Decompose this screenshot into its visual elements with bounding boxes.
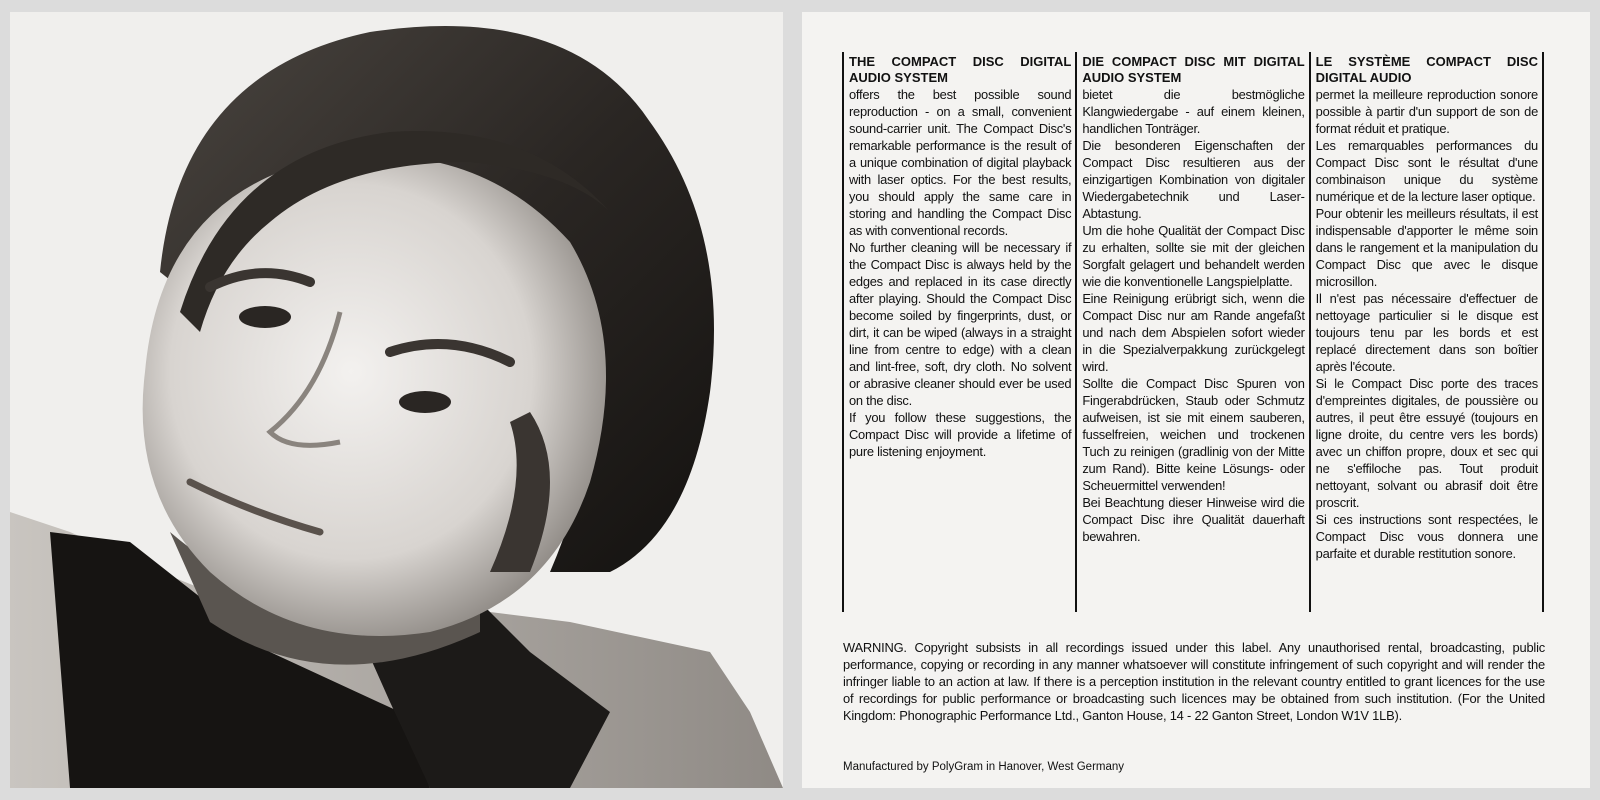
manufacturer-credit: Manufactured by PolyGram in Hanover, West Germany [843,761,1125,773]
paragraph: bietet die bestmögliche Klangwiedergabe - auf einem kleinen, handlichen Tonträger. [1082,87,1305,136]
cover-photo-panel [10,12,783,788]
column-english [842,52,1075,612]
paragraph: If you follow these suggestions, the Compact Disc will provide a lifetime of pure listening enjoyment. [849,410,1072,459]
language-columns [842,52,1544,612]
paragraph: Um die hohe Qualität der Compact Disc zu erhalten, sollte sie mit der gleichen Sorgfalt gelagert und behandelt werden wie die konventionelle Langspielplatte. [1082,223,1305,289]
paragraph: Les remarquables performances du Compact Disc sont le résultat d'une combinaison unique du système numérique et de la lecture laser optique. [1315,138,1538,204]
paragraph: Pour obtenir les meilleurs résultats, il est indispensable d'apporter le même soin dans le rangement et la manipulation du Compact Disc que avec le disque microsillon. [1315,206,1538,289]
copyright-warning: WARNING. Copyright subsists in all recordings issued under this label. Any unauthorised rental, broadcasting, public performance, copying or recording in any manner whatsoever will constitute infringement of such copyright and will render the infringer liable to an action at law. If there is a perception institution in the relevant country entitled to grant licences for the use of recordings for public performance or broadcasting such licences may be obtained from such institution. (For the United Kingdom: Phonographic Performance Ltd., Ganton House, 14 - 22 Ganton Street, London W1V 1LB). [843,640,1545,723]
paragraph: Sollte die Compact Disc Spuren von Fingerabdrücken, Staub oder Schmutz aufweisen, ist sie mit einem sauberen, fusselfreien, weichen und trockenen Tuch zu reinigen (gradlinig von der Mitte zum Rand). Bitte keine Lösungs- oder Scheuermittel verwenden! [1082,376,1305,493]
liner-notes-panel [802,12,1590,788]
portrait-photo [10,12,783,788]
column-german [1075,52,1308,612]
paragraph: Die besonderen Eigenschaften der Compact Disc resultieren aus der einzigartigen Kombination von digitaler Wiedergabetechnik und Laser-Abtastung. [1082,138,1305,221]
paragraph: No further cleaning will be necessary if the Compact Disc is always held by the edges and replaced in its case directly after playing. Should the Compact Disc become soiled by fingerprints, dust, or dirt, it can be wiped (always in a straight line from centre to edge) with a clean and lint-free, soft, dry cloth. No solvent or abrasive cleaner should ever be used on the disc. [849,240,1072,408]
column-title: LE SYSTÈME COMPACT DISC DIGITAL AUDIO [1315,54,1538,85]
paragraph: Il n'est pas nécessaire d'effectuer de nettoyage particulier si le disque est toujours tenu par les bords et est replacé directement dans son boîtier après l'écoute. [1315,291,1538,374]
paragraph: Si le Compact Disc porte des traces d'empreintes digitales, de poussière ou autres, il peut être essuyé (toujours en ligne droite, du centre vers les bords) avec un chiffon propre, doux et sec qui ne s'effiloche pas. Tout produit nettoyant, solvant ou abrasif doit être proscrit. [1315,376,1538,510]
column-title: DIE COMPACT DISC MIT DIGITAL AUDIO SYSTEM [1082,54,1305,85]
paragraph: permet la meilleure reproduction sonore possible à partir d'un support de son de format réduit et pratique. [1315,87,1538,136]
paragraph: Si ces instructions sont respectées, le Compact Disc vous donnera une parfaite et durable restitution sonore. [1315,512,1538,561]
paragraph: Bei Beachtung dieser Hinweise wird die Compact Disc ihre Qualität dauerhaft bewahren. [1082,495,1305,544]
paragraph: Eine Reinigung erübrigt sich, wenn die Compact Disc nur am Rande angefaßt und nach dem Abspielen sofort wieder in die Spezialverpakkung zurückgelegt wird. [1082,291,1305,374]
paragraph: offers the best possible sound reproduction - on a small, convenient sound-carrier unit. The Compact Disc's remarkable performance is the result of a unique combination of digital playback with laser optics. For the best results, you should apply the same care in storing and handling the Compact Disc as with conventional records. [849,87,1072,238]
column-title: THE COMPACT DISC DIGITAL AUDIO SYSTEM [849,54,1072,85]
column-french [1309,52,1544,612]
